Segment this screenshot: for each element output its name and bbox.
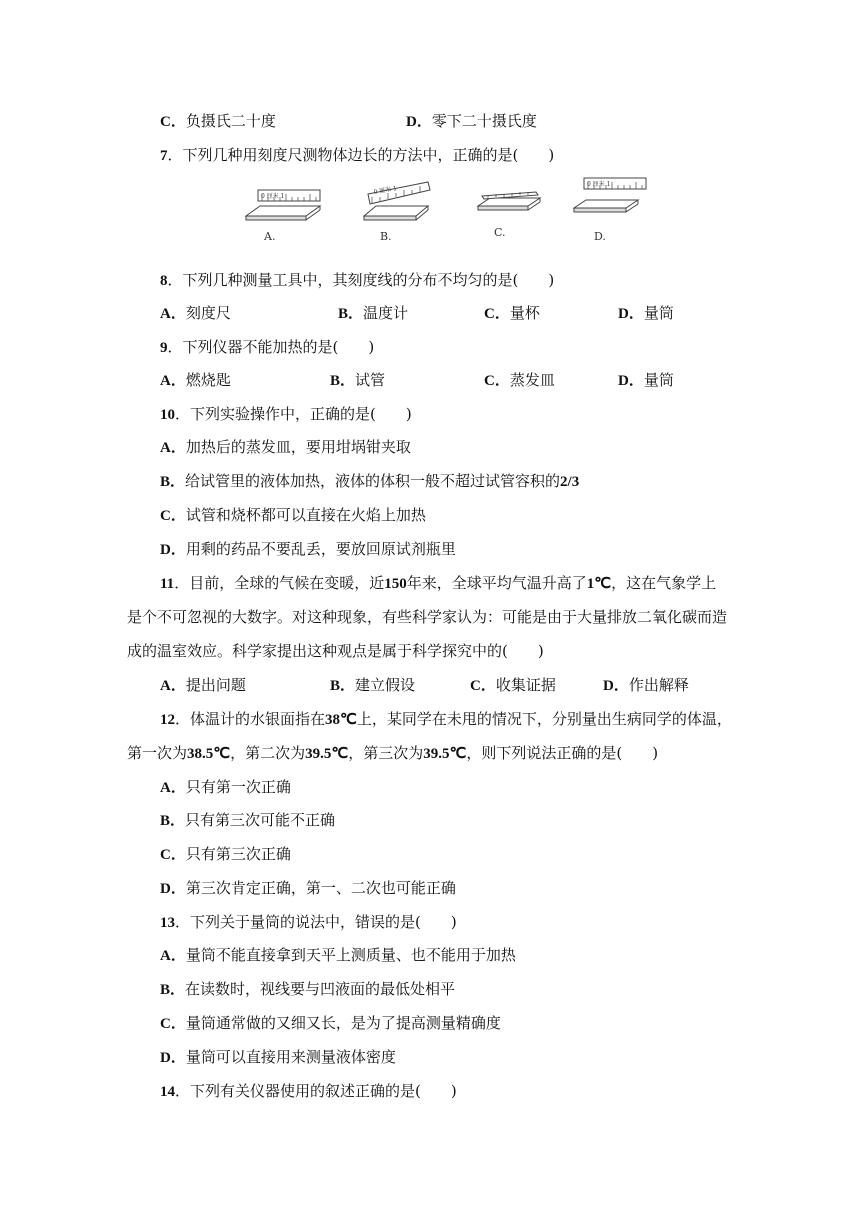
q10-option-d: D．用剩的药品不要乱丢，要放回原试剂瓶里 bbox=[160, 540, 456, 558]
q12-option-a: A．只有第一次正确 bbox=[160, 778, 291, 796]
question-11-line-1: 11．目前，全球的气候在变暖，近150年来，全球平均气温升高了1℃，这在气象学上 bbox=[160, 574, 717, 592]
question-9: 9．下列仪器不能加热的是( ) bbox=[160, 338, 375, 356]
q13-option-d: D．量筒可以直接用来测量液体密度 bbox=[160, 1048, 396, 1066]
svg-text:0 厘米 1: 0 厘米 1 bbox=[373, 185, 398, 196]
question-8: 8．下列几种测量工具中，其刻度线的分布不均匀的是( ) bbox=[160, 271, 555, 289]
figure-b-ruler-icon bbox=[362, 172, 434, 222]
question-10: 10．下列实验操作中，正确的是( ) bbox=[160, 405, 412, 423]
q10-option-b: B．给试管里的液体加热，液体的体积一般不超过试管容积的2/3 bbox=[160, 472, 580, 490]
q8-option-d: D．量筒 bbox=[618, 304, 674, 322]
q9-option-a: A．燃烧匙 bbox=[160, 371, 231, 389]
q9-option-c: C．蒸发皿 bbox=[484, 371, 555, 389]
question-12-line-1: 12．体温计的水银面指在38℃上，某同学在未甩的情况下，分别量出生病同学的体温， bbox=[160, 710, 732, 728]
option-d: D．零下二十摄氏度 bbox=[406, 112, 537, 130]
q8-option-c: C．量杯 bbox=[484, 304, 540, 322]
q13-option-c: C．量筒通常做的又细又长，是为了提高测量精确度 bbox=[160, 1014, 501, 1032]
question-7: 7．下列几种用刻度尺测物体边长的方法中，正确的是( ) bbox=[160, 146, 555, 164]
question-13: 13．下列关于量筒的说法中，错误的是( ) bbox=[160, 913, 457, 931]
figure-c-ruler-icon bbox=[474, 186, 546, 216]
question-11-line-2: 是个不可忽视的大数字。对这种现象，有些科学家认为：可能是由于大量排放二氧化碳而造 bbox=[127, 608, 728, 626]
question-12-line-2: 第一次为38.5℃，第二次为39.5℃，第三次为39.5℃，则下列说法正确的是( ) bbox=[127, 744, 659, 762]
q8-option-b: B．温度计 bbox=[338, 304, 409, 322]
q9-option-b: B．试管 bbox=[330, 371, 386, 389]
figure-d-ruler-icon bbox=[572, 172, 652, 222]
q13-option-a: A．量筒不能直接拿到天平上测质量、也不能用于加热 bbox=[160, 946, 516, 964]
ruler-figures bbox=[0, 172, 860, 250]
figure-a-label: A. bbox=[264, 230, 276, 243]
question-11-line-3: 成的温室效应。科学家提出这种观点是属于科学探究中的( ) bbox=[127, 642, 544, 660]
q12-option-c: C．只有第三次正确 bbox=[160, 845, 291, 863]
svg-text:0 厘米 1: 0 厘米 1 bbox=[587, 181, 611, 188]
question-14: 14．下列有关仪器使用的叙述正确的是( ) bbox=[160, 1082, 457, 1100]
q8-option-a: A．刻度尺 bbox=[160, 304, 231, 322]
q9-option-d: D．量筒 bbox=[618, 371, 674, 389]
svg-text:0 厘米 1: 0 厘米 1 bbox=[261, 193, 285, 200]
q11-option-d: D．作出解释 bbox=[603, 676, 689, 694]
top-options-row bbox=[160, 111, 760, 131]
q11-option-c: C．收集证据 bbox=[470, 676, 556, 694]
q12-option-b: B．只有第三次可能不正确 bbox=[160, 811, 336, 829]
option-c: C．负摄氏二十度 bbox=[160, 112, 276, 130]
figure-c-label: C. bbox=[494, 226, 506, 239]
q11-option-b: B．建立假设 bbox=[330, 676, 416, 694]
question-8-options bbox=[160, 303, 720, 323]
question-11-options bbox=[160, 675, 720, 695]
q10-option-c: C．试管和烧杯都可以直接在火焰上加热 bbox=[160, 506, 426, 524]
figure-a-ruler-icon bbox=[244, 172, 324, 222]
figure-d-label: D. bbox=[594, 230, 606, 243]
figure-b-label: B. bbox=[380, 230, 392, 243]
q12-option-d: D．第三次肯定正确，第一、二次也可能正确 bbox=[160, 879, 456, 897]
q11-option-a: A．提出问题 bbox=[160, 676, 246, 694]
q13-option-b: B．在读数时，视线要与凹液面的最低处相平 bbox=[160, 980, 456, 998]
q10-option-a: A．加热后的蒸发皿，要用坩埚钳夹取 bbox=[160, 438, 411, 456]
question-9-options bbox=[160, 370, 720, 390]
